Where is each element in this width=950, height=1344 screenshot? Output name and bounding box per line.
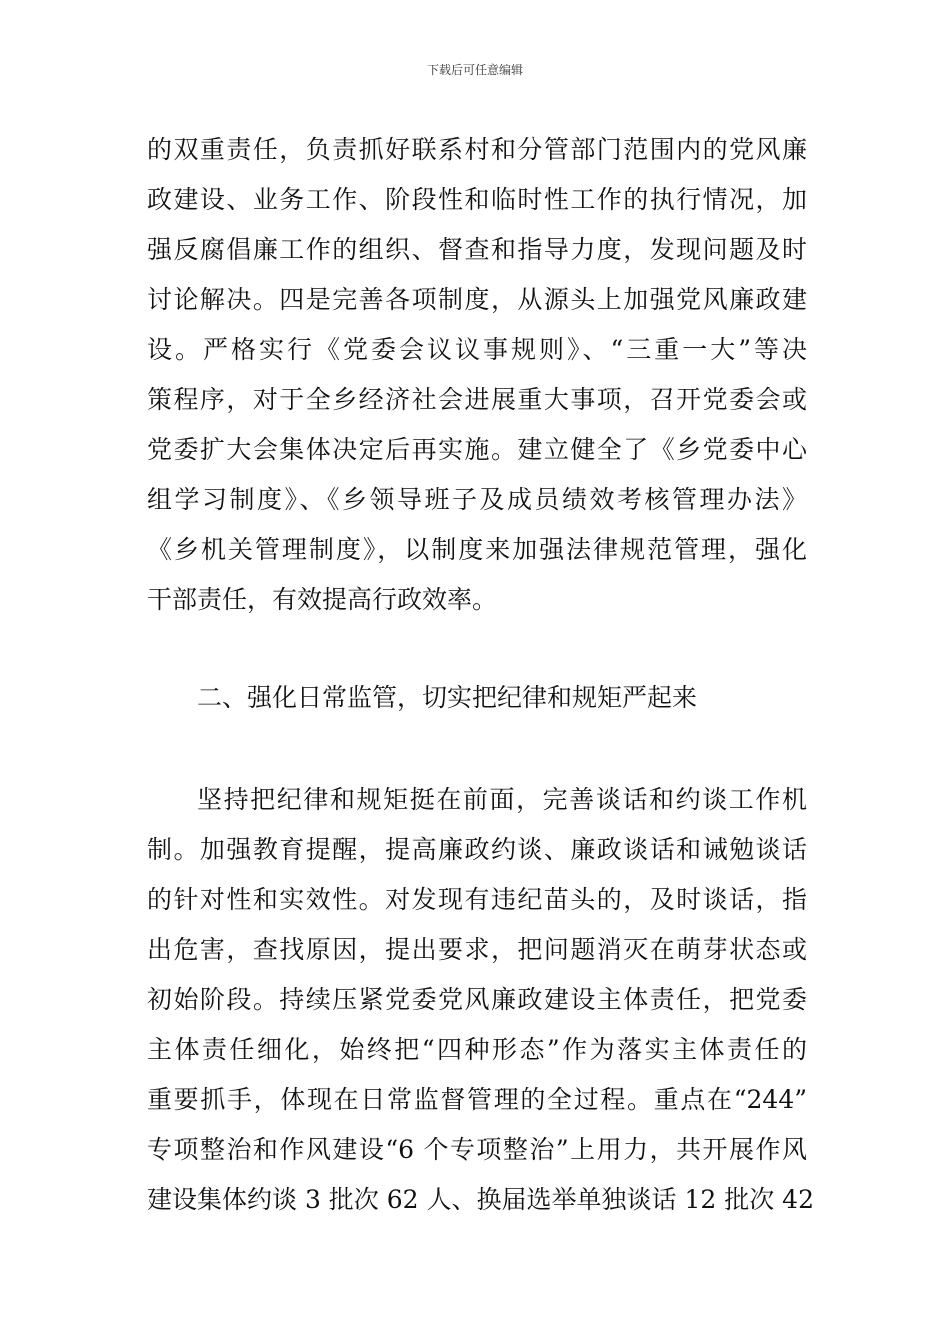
paragraph-line: 初始阶段。持续压紧党委党风廉政建设主体责任，把党委	[147, 985, 807, 1014]
paragraph-line: 的双重责任，负责抓好联系村和分管部门范围内的党风廉	[147, 135, 807, 164]
paragraph-line: 重要抓手，体现在日常监督管理的全过程。重点在“244”	[147, 1085, 807, 1114]
section-heading-text: 二、强化日常监管，切实把纪律和规矩严起来	[197, 683, 698, 712]
paragraph-line: 政建设、业务工作、阶段性和临时性工作的执行情况，加	[147, 185, 807, 214]
paragraph-line: 坚持把纪律和规矩挺在前面，完善谈话和约谈工作机	[197, 785, 807, 814]
paragraph-line: 党委扩大会集体决定后再实施。建立健全了《乡党委中心	[147, 435, 807, 464]
paragraph-line: 制。加强教育提醒，提高廉政约谈、廉政谈话和诫勉谈话	[147, 835, 807, 864]
section-heading	[147, 673, 807, 723]
page-header: 下载后可任意编辑	[426, 63, 523, 77]
paragraph-line: 讨论解决。四是完善各项制度，从源头上加强党风廉政建	[147, 285, 807, 314]
paragraph-line: 《乡机关管理制度》，以制度来加强法律规范管理，强化	[147, 535, 807, 564]
paragraph-line: 建设集体约谈 3 批次 62 人、换届选举单独谈话 12 批次 42	[147, 1185, 814, 1214]
paragraph-1	[147, 125, 807, 625]
paragraph-line: 的针对性和实效性。对发现有违纪苗头的，及时谈话，指	[147, 885, 807, 914]
paragraph-line: 策程序，对于全乡经济社会进展重大事项，召开党委会或	[147, 385, 807, 414]
paragraph-line: 强反腐倡廉工作的组织、督查和指导力度，发现问题及时	[147, 235, 807, 264]
paragraph-line: 专项整治和作风建设“6 个专项整治”上用力，共开展作风	[147, 1135, 807, 1164]
paragraph-line: 主体责任细化，始终把“四种形态”作为落实主体责任的	[147, 1035, 807, 1064]
paragraph-line: 干部责任，有效提高行政效率。	[147, 585, 498, 614]
paragraph-line: 设。严格实行《党委会议议事规则》、“三重一大”等决	[147, 335, 807, 364]
paragraph-line: 组学习制度》、《乡领导班子及成员绩效考核管理办法》	[147, 485, 807, 514]
paragraph-line: 出危害，查找原因，提出要求，把问题消灭在萌芽状态或	[147, 935, 807, 964]
paragraph-2	[147, 775, 814, 1225]
